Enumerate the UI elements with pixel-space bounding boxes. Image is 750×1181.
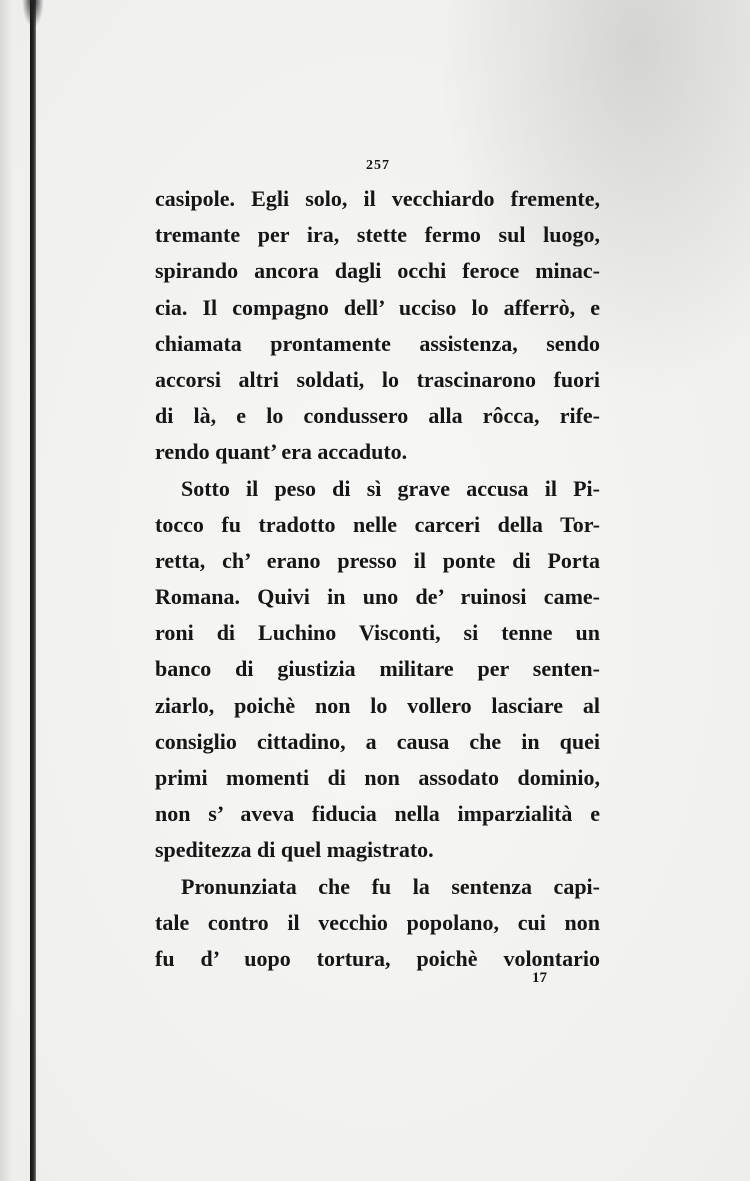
text-line: consiglio cittadino, a causa che in quei <box>155 728 600 754</box>
text-line: roni di Luchino Visconti, si tenne un <box>155 620 600 646</box>
text-line: accorsi altri soldati, lo trascinarono fuori <box>155 366 600 392</box>
text-line: chiamata prontamente assistenza, sendo <box>155 330 600 356</box>
paragraph-end-line: speditezza di quel magistrato. <box>155 837 434 863</box>
text-line: di là, e lo condussero alla rôcca, rife- <box>155 403 600 429</box>
text-line: retta, ch’ erano presso il ponte di Porta <box>155 547 600 573</box>
signature-mark: 17 <box>532 970 547 986</box>
text-line: banco di giustizia militare per senten- <box>155 656 600 682</box>
text-line: non s’ aveva fiducia nella imparzialità e <box>155 801 600 827</box>
text-line: tremante per ira, stette fermo sul luogo, <box>155 222 600 248</box>
page-gutter <box>0 0 14 1181</box>
binding-edge <box>30 0 36 1181</box>
paragraph-start-line: Sotto il peso di sì grave accusa il Pi- <box>181 475 600 501</box>
paragraph-start-line: Pronunziata che fu la sentenza capi- <box>181 873 600 899</box>
text-line: cia. Il compagno dell’ ucciso lo afferrò, e <box>155 294 600 320</box>
text-line: ziarlo, poichè non lo vollero lasciare al <box>155 692 600 718</box>
text-line: tocco fu tradotto nelle carceri della Tor- <box>155 511 600 537</box>
text-line: tale contro il vecchio popolano, cui non <box>155 909 600 935</box>
text-line: casipole. Egli solo, il vecchiardo fremente, <box>155 186 600 211</box>
binding-shadow <box>22 0 44 28</box>
page-number: 257 <box>366 158 390 173</box>
paragraph-end-line: rendo quant’ era accaduto. <box>155 439 408 465</box>
text-line: fu d’ uopo tortura, poichè volontario <box>155 945 600 971</box>
body-text <box>155 181 600 977</box>
text-line: Romana. Quivi in uno de’ ruinosi came- <box>155 584 600 610</box>
text-line: spirando ancora dagli occhi feroce minac- <box>155 258 600 284</box>
text-line: primi momenti di non assodato dominio, <box>155 765 600 790</box>
